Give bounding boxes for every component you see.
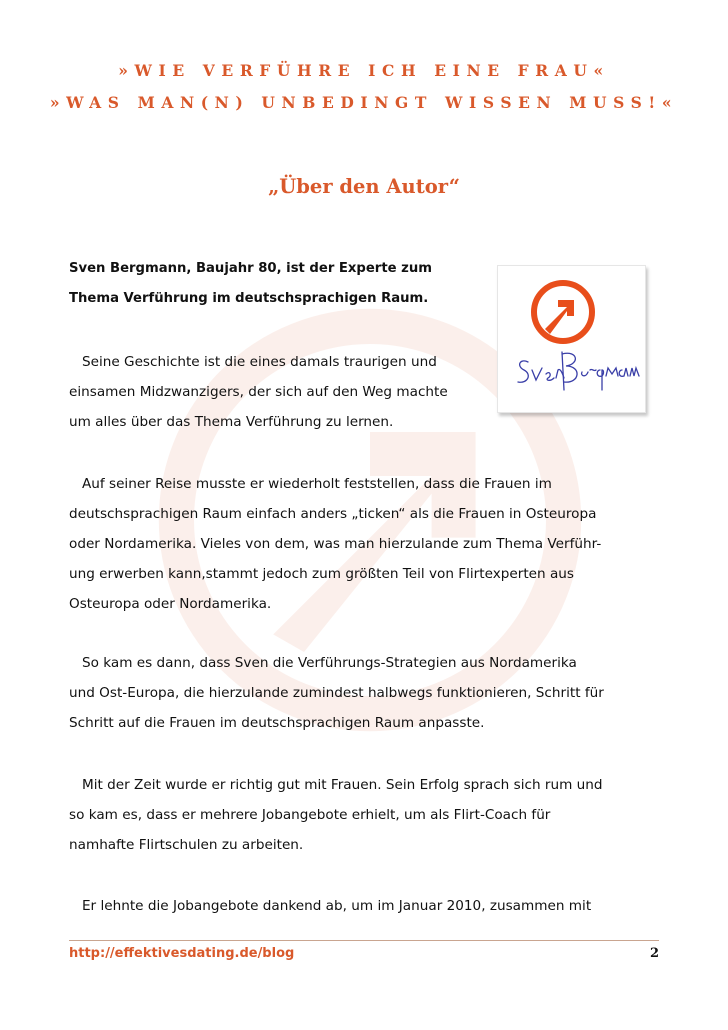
logo-with-signature bbox=[498, 266, 645, 412]
arrow-logo-icon bbox=[534, 283, 592, 341]
paragraph-line: Sven Bergmann, Baujahr 80, ist der Experte zum bbox=[69, 261, 432, 276]
paragraph-line: Seine Geschichte ist die eines damals traurigen und bbox=[69, 354, 437, 370]
header-subtitle: »WAS MAN(N) UNBEDINGT WISSEN MUSS!« bbox=[49, 93, 679, 112]
paragraph-line: namhafte Flirtschulen zu arbeiten. bbox=[69, 837, 304, 853]
paragraph bbox=[69, 648, 659, 738]
paragraph-line: Thema Verführung im deutschsprachigen Raum. bbox=[69, 291, 429, 306]
paragraph-line: Osteuropa oder Nordamerika. bbox=[69, 596, 272, 612]
section-title: „Über den Autor“ bbox=[268, 175, 460, 198]
paragraph-line: Schritt auf die Frauen im deutschsprachigen Raum anpasste. bbox=[69, 715, 485, 731]
author-logo-signature-image bbox=[497, 265, 646, 413]
paragraph-line: oder Nordamerika. Vieles von dem, was man hierzulande zum Thema Verführ- bbox=[69, 536, 602, 552]
footer-url-link[interactable]: http://effektivesdating.de/blog bbox=[69, 946, 295, 961]
paragraph-line: So kam es dann, dass Sven die Verführungs-Strategien aus Nordamerika bbox=[69, 655, 577, 671]
paragraph-line: Mit der Zeit wurde er richtig gut mit Frauen. Sein Erfolg sprach sich rum und bbox=[69, 777, 603, 793]
paragraph-line: ung erwerben kann,stammt jedoch zum größten Teil von Flirtexperten aus bbox=[69, 566, 574, 582]
paragraph bbox=[69, 891, 659, 921]
paragraph bbox=[69, 770, 659, 860]
page-number: 2 bbox=[649, 946, 659, 961]
paragraph-line: so kam es, dass er mehrere Jobangebote erhielt, um als Flirt-Coach für bbox=[69, 807, 551, 823]
paragraph-line: deutschsprachigen Raum einfach anders „ticken“ als die Frauen in Osteuropa bbox=[69, 506, 597, 522]
paragraph bbox=[69, 469, 659, 619]
signature-icon bbox=[518, 352, 639, 390]
footer-divider bbox=[69, 940, 659, 941]
paragraph-line: Er lehnte die Jobangebote dankend ab, um im Januar 2010, zusammen mit bbox=[69, 898, 592, 914]
paragraph-line: Auf seiner Reise musste er wiederholt feststellen, dass die Frauen im bbox=[69, 476, 552, 492]
paragraph-line: und Ost-Europa, die hierzulande zumindest halbwegs funktionieren, Schritt für bbox=[69, 685, 604, 701]
paragraph-line: um alles über das Thema Verführung zu lernen. bbox=[69, 414, 394, 430]
header-title: »WIE VERFÜHRE ICH EINE FRAU« bbox=[118, 61, 610, 80]
paragraph-line: einsamen Midzwanzigers, der sich auf den Weg machte bbox=[69, 384, 448, 400]
